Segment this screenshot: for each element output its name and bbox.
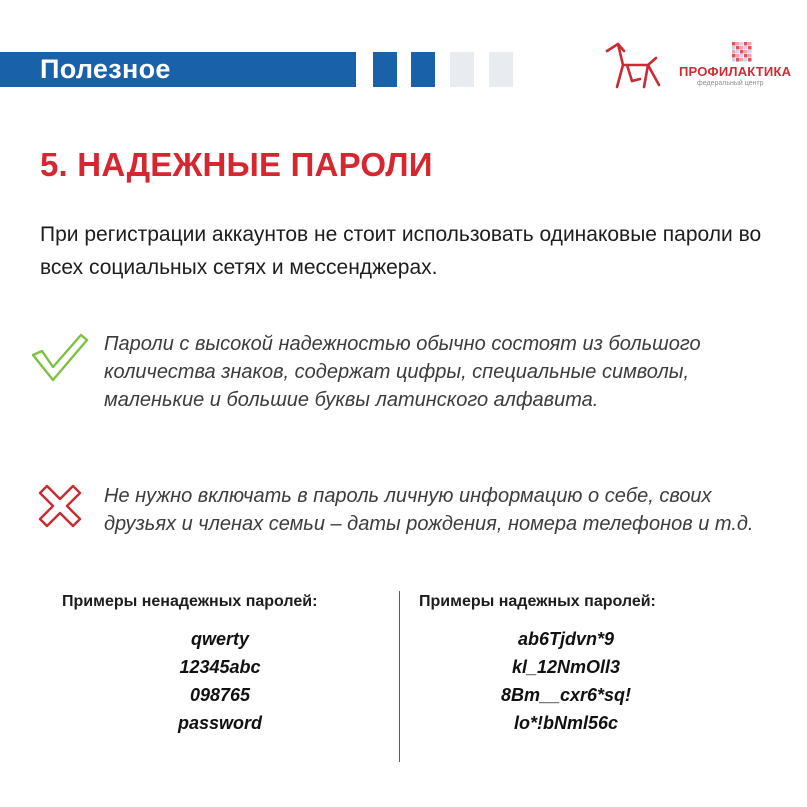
check-icon xyxy=(31,333,89,383)
cross-icon xyxy=(38,484,82,528)
weak-password-item: qwerty xyxy=(190,629,250,649)
weak-password-item: 098765 xyxy=(189,685,251,705)
strong-password-item: ab6Tjdvn*9 xyxy=(517,629,615,649)
header-title: Полезное xyxy=(40,54,171,84)
logo-subtitle: федеральный центр xyxy=(697,80,764,87)
intro-text: При регистрации аккаунтов не стоит использовать одинаковые пароли во всех социальных сетях и мессенджерах. xyxy=(40,223,762,279)
strong-password-list xyxy=(466,625,666,737)
header-square-3 xyxy=(450,52,474,87)
weak-password-list xyxy=(120,625,320,737)
header-square-1 xyxy=(373,52,397,87)
strong-password-item: kl_12NmOll3 xyxy=(511,657,621,677)
weak-password-item: password xyxy=(177,713,263,733)
header-square-4 xyxy=(489,52,513,87)
section-title: 5. НАДЕЖНЫЕ ПАРОЛИ xyxy=(40,146,433,183)
strong-password-item: 8Bm__cxr6*sq! xyxy=(500,685,632,705)
strong-password-item: lo*!bNml56c xyxy=(513,713,619,733)
horse-logo-icon xyxy=(604,41,664,89)
weak-password-item: 12345abc xyxy=(179,657,261,677)
note-strong-passwords: Пароли с высокой надежностью обычно состоят из большого количества знаков, содержат цифры, специальные символы, маленькие и большие буквы латинского алфавита. xyxy=(104,333,701,411)
strong-examples-title: Примеры надежных паролей: xyxy=(419,593,656,610)
column-divider xyxy=(399,591,400,762)
weak-examples-title: Примеры ненадежных паролей: xyxy=(62,593,318,610)
logo-name: ПРОФИЛАКТИКА xyxy=(679,64,792,79)
header-square-2 xyxy=(411,52,435,87)
note-personal-info: Не нужно включать в пароль личную информацию о себе, своих друзьях и членах семьи – даты рождения, номера телефонов и т.д. xyxy=(104,485,754,535)
logo-grid-icon xyxy=(732,42,752,62)
